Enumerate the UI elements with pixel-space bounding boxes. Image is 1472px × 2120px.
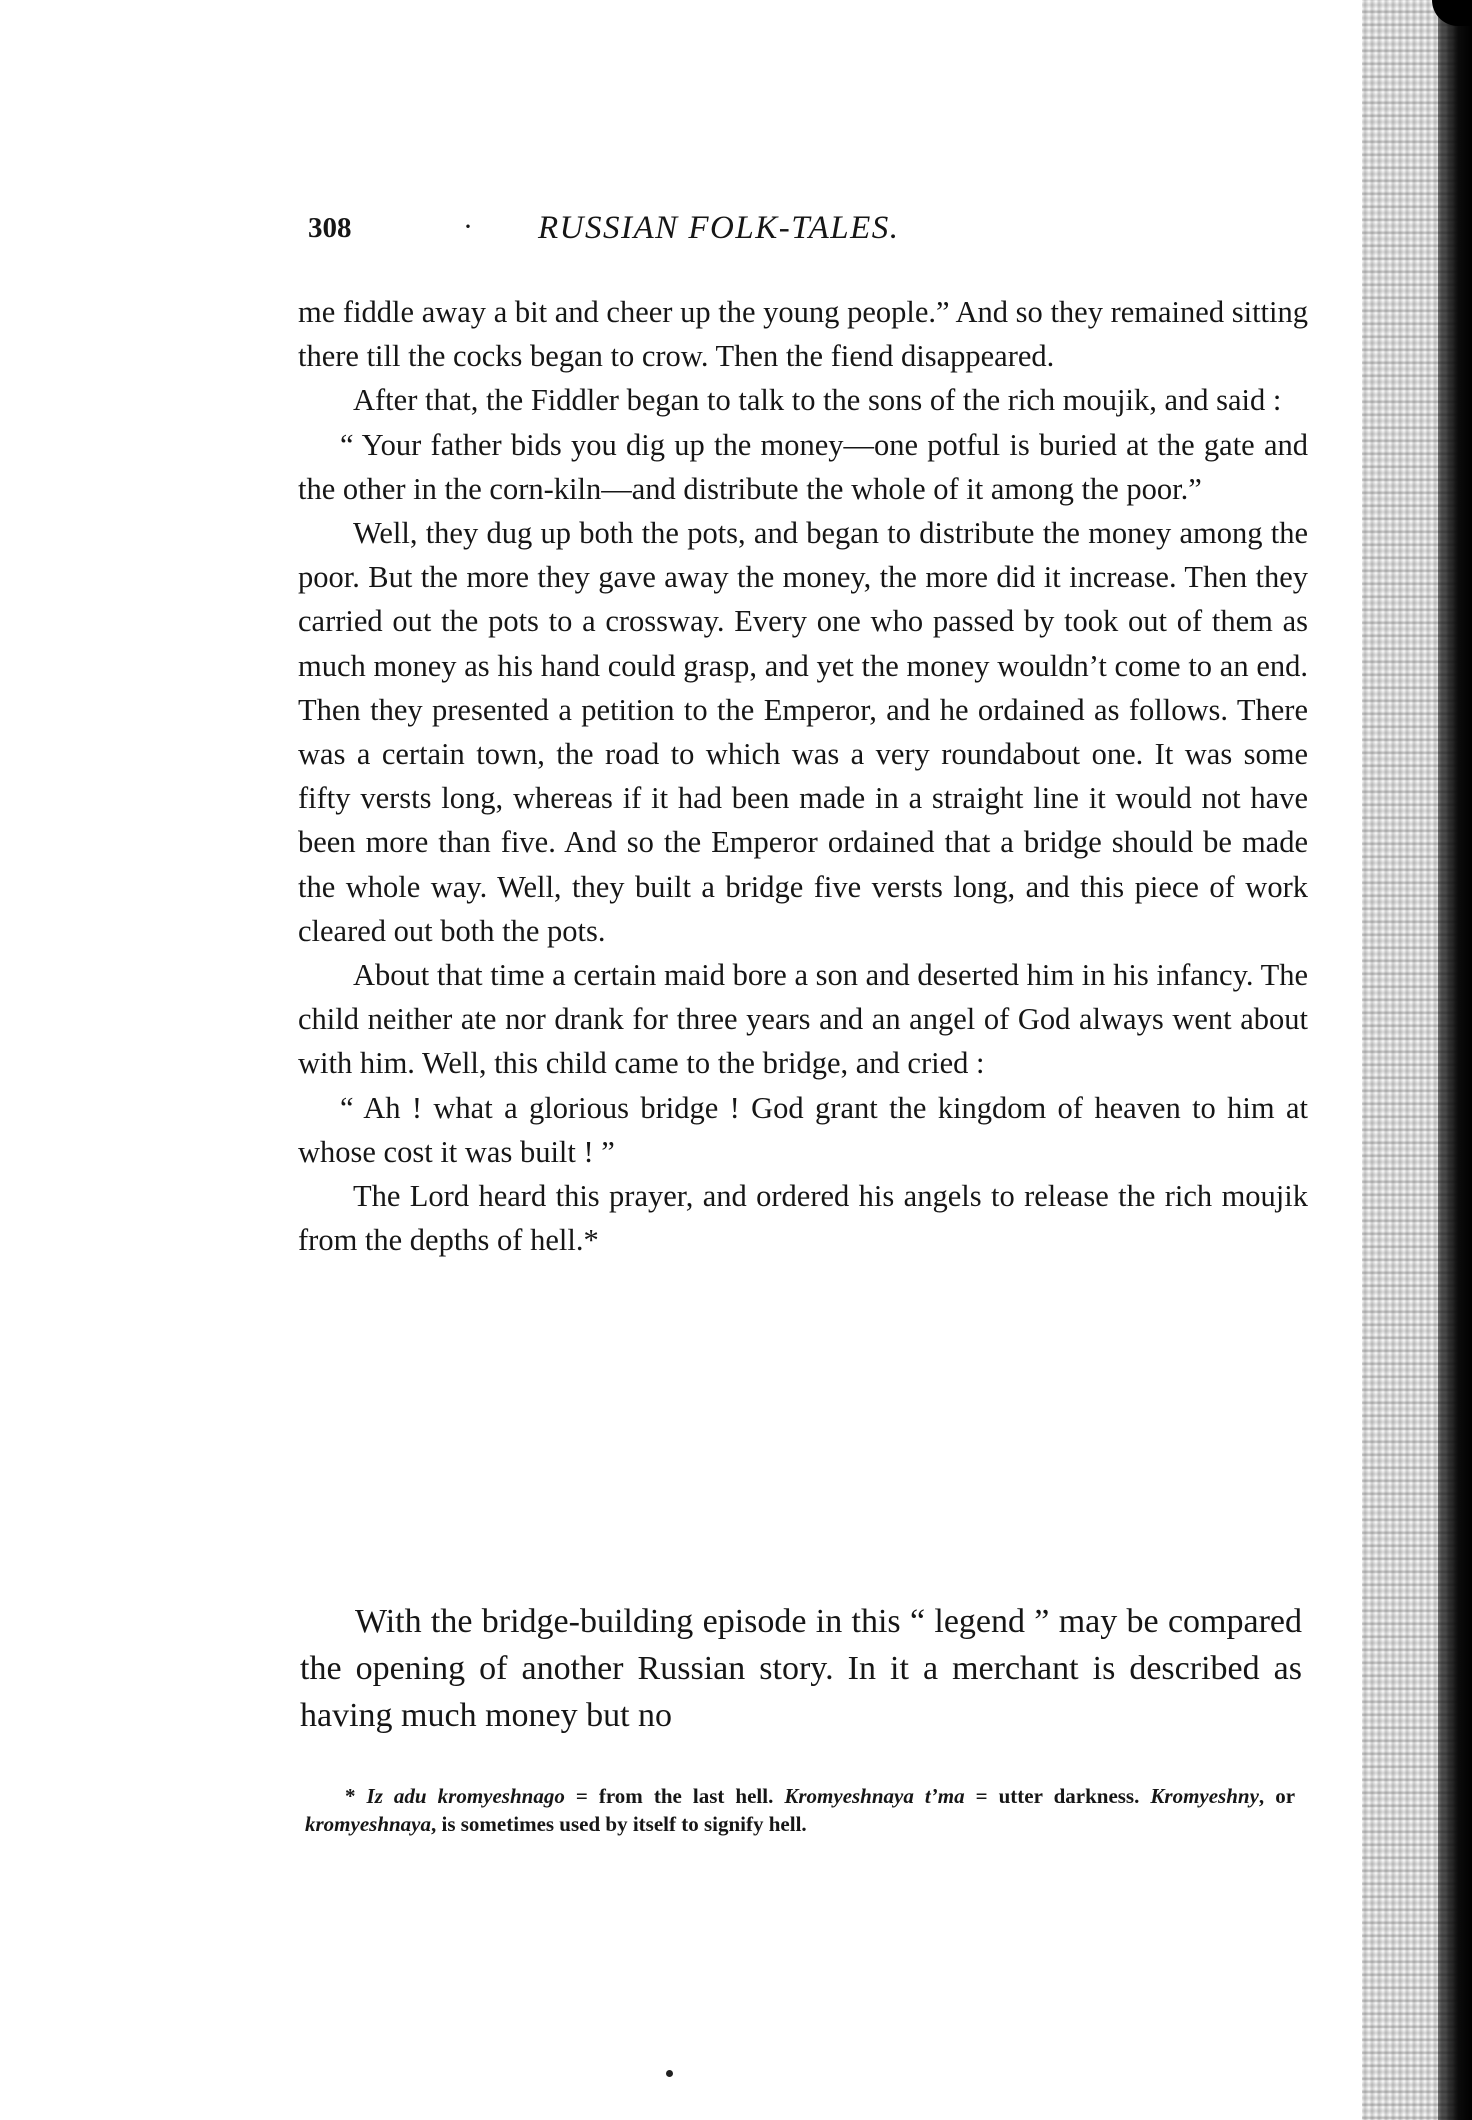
binding-shadow (1438, 0, 1472, 2120)
paragraph-quote: “ Ah ! what a glorious bridge ! God grant the kingdom of heaven to him at whose cost it was built ! ” (298, 1090, 1308, 1169)
printer-mark (666, 2070, 673, 2077)
commentary-text (300, 1598, 1302, 1739)
footnote-paragraph (305, 1782, 1295, 1838)
paragraph-quote: “ Your father bids you dig up the money—one potful is buried at the gate and the other in the corn-kiln—and distribute the whole of it among the poor.” (298, 427, 1308, 506)
running-title: RUSSIAN FOLK-TALES. (538, 210, 900, 246)
paragraph: After that, the Fiddler began to talk to the sons of the rich moujik, and said : (353, 383, 1282, 418)
page-header (308, 212, 1308, 262)
footnote-term: Iz adu kromyeshnago (366, 1784, 565, 1808)
footnote-marker: * (345, 1784, 356, 1808)
main-text (298, 290, 1308, 1262)
header-separator: · (463, 210, 473, 243)
paragraph: The Lord heard this prayer, and ordered his angels to release the rich moujik from the depths of hell.* (298, 1179, 1308, 1258)
paragraph: About that time a certain maid bore a son and deserted him in his infancy. The child neither ate nor drank for three years and an angel of God always went about with him. Well, this child came to the bridge, and cried : (298, 958, 1308, 1081)
footnote-term: Kromyeshnaya t’ma (784, 1784, 965, 1808)
paragraph: Well, they dug up both the pots, and began to distribute the money among the poor. But the more they gave away the money, the more did it increase. Then they carried out the pots to a crossway. Every one who passed by took out of them as much money as his hand could grasp, and yet the money wouldn’t come to an end. Then they presented a petition to the Emperor, and he ordained as follows. There was a certain town, the road to which was a very roundabout one. It was some fifty versts long, whereas if it had been made in a straight line it would not have been more than five. And so the Emperor ordained that a bridge should be made the whole way. Well, they built a bridge five versts long, and this piece of work cleared out both the pots. (298, 516, 1308, 948)
page-number: 308 (308, 212, 352, 244)
footnote-text: , is sometimes used by itself to signify hell. (431, 1812, 807, 1836)
paragraph-continuation: me fiddle away a bit and cheer up the young people.” And so they remained sitting there till the cocks began to crow. Then the fiend disappeared. (298, 295, 1308, 374)
footnote-text: , or (1258, 1784, 1296, 1808)
footnote-term: Kromyeshny (1150, 1784, 1259, 1808)
footnote (305, 1782, 1295, 1838)
footnote-term: kromyeshnaya (305, 1812, 431, 1836)
commentary-paragraph: With the bridge-building episode in this “ legend ” may be compared the opening of another Russian story. In it a merchant is described as having much money but no (300, 1603, 1302, 1734)
footnote-text: = utter darkness. (964, 1784, 1151, 1808)
footnote-text: = from the last hell. (564, 1784, 785, 1808)
